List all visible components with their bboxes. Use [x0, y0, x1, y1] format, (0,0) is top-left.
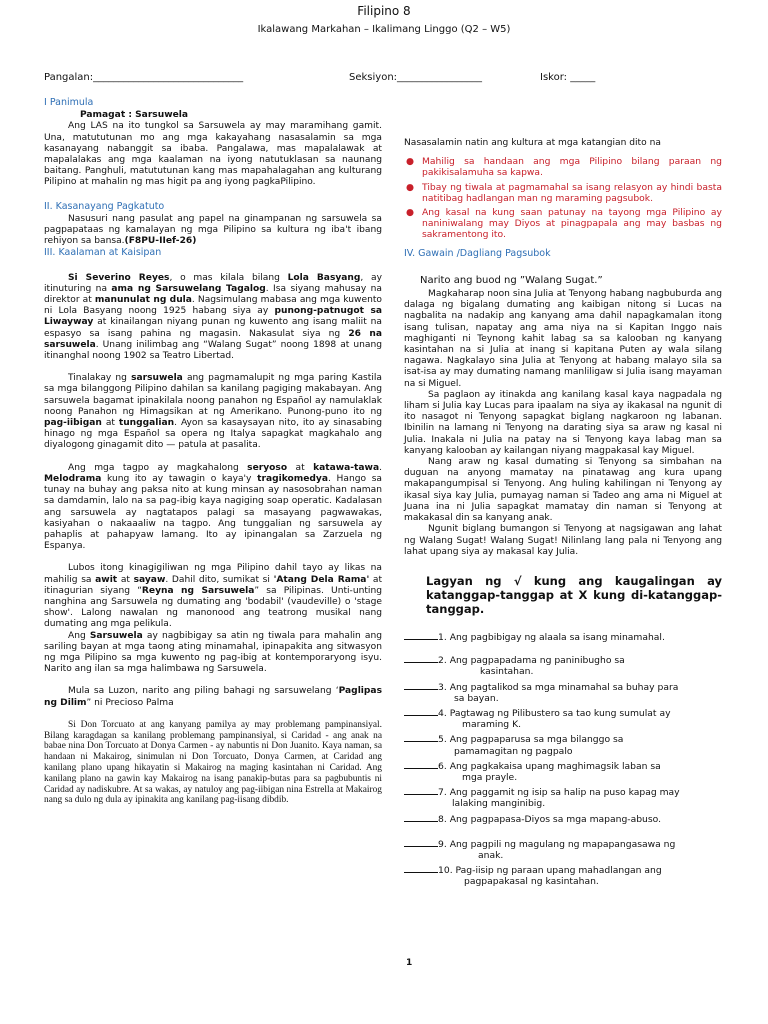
task-item — [404, 655, 722, 677]
text: at — [117, 574, 134, 585]
task-item — [404, 632, 722, 643]
paragraph-paglipas-summary: Si Don Torcuato at ang kanyang pamilya ay may problemang pampinansiyal. Bilang karagdagan sa kanilang problemang pampinansiyal, si Caridad - ang anak na babae nina Don Torcuato at Donya Carmen - ay nabuntis ni Don Juanito. Kaya naman, sa handaan ni Makairog, sinimulan ni Don Torcuato, Donya Carmen, at Caridad ang kanilang plano upang hikayatin si Makairog na maging kasintahan ni Caridad. Ang kanilang plano na gawin kay Makairog na isang panakip-butas para sa pagbubuntis ni Caridad ay nadiskubre. At sa wakas, ay natuloy ang pag-iibigan nina Estrella at Makairog nang sa dulo ng dula ay ipinakita ang kanilang pag-iisang dibdib. — [44, 719, 382, 806]
paragraph-tinalakay — [44, 373, 382, 451]
item-number: 8. — [438, 813, 447, 825]
text: , ay itinuturing na — [44, 272, 382, 294]
paragraph-severino-reyes — [44, 273, 382, 363]
item-continuation: lalaking manginibig. — [452, 798, 546, 810]
bold-text: tragikomedya — [257, 473, 328, 484]
item-number: 5. — [438, 734, 447, 746]
item-text: Ang pagpapasa-Diyos sa mga mapang-abuso. — [449, 813, 662, 825]
task-item — [404, 787, 722, 809]
item-text: Ang pagkakaisa upang maghimagsik laban sa — [449, 760, 661, 772]
bullet-text: Mahilig sa handaan ang mga Pilipino bilang paraan ng pakikisalamuha sa kapwa. — [422, 156, 722, 179]
answer-blank[interactable] — [404, 741, 438, 742]
text: ang pagmamalupit ng mga paring Kastila sa mga bilanggong Pilipino dahilan sa kanilang pagiging makabayan. Ang sarsuwela bagamat ipinakilala noong panahon ng Español ay namulaklak noong Panahon ng Himagsikan at ng Amerikano. Punong-puno ito ng — [44, 373, 382, 417]
item-continuation: anak. — [478, 849, 504, 861]
section-heading-gawain: IV. Gawain /Dagliang Pagsubok — [404, 247, 551, 259]
culture-bullet-list — [404, 156, 722, 240]
bullet-icon: ● — [406, 207, 415, 219]
item-text: Ang pagtalikod sa mga minamahal sa buhay para — [449, 681, 679, 693]
bold-text: 26 na sarsuwela — [44, 328, 382, 350]
story-paragraph: Magkaharap noon sina Julia at Tenyong habang nagbuburda ang dalaga ng bigalang dumating ang kaibigan nitong si Lucas na nagbalita na nadakip ang kanyang ama dahil napagkamalan itong isang tulisan, napatay ang ama niya na si Kapitan Inggo nais maghiganti ni Teynong kahit labag sa sa kalooban ng kanyang kasintahan na si Julia at inang si kapitana Puten ay wala silang nagawa. Nagkalayo sina Julia at Tenyong at habang malayo sila sa isat-isa ay may dumating namang manliligaw si Julia isang mayaman na si Miguel. — [404, 289, 722, 389]
section-heading-panimula: I Panimula — [44, 97, 94, 108]
paragraph-mula-sa-luzon — [44, 686, 382, 708]
text: Lubos itong kinagigiliwan ng mga Pilipino dahil tayo ay likas na mahilig sa — [44, 563, 382, 585]
bold-text: ama ng Sarsuwelang Tagalog — [111, 283, 266, 294]
item-text: Ang pagpapadama ng paninibugho sa — [449, 655, 625, 667]
task-item — [404, 708, 722, 730]
item-continuation: kasintahan. — [480, 666, 534, 678]
item-text: Ang pagpaparusa sa mga bilanggo sa — [449, 734, 624, 746]
score-field-label: Iskor: _____ — [540, 72, 596, 83]
bold-text: manunulat ng dula — [94, 295, 192, 306]
culture-intro: Nasasalamin natin ang kultura at mga katangian dito na — [404, 138, 661, 148]
item-number: 4. — [438, 707, 447, 719]
text: at — [101, 418, 119, 429]
answer-blank[interactable] — [404, 639, 438, 640]
left-column — [44, 97, 382, 806]
culture-bullet-item — [404, 182, 722, 204]
item-number: 10. — [438, 865, 453, 877]
bold-text: awit — [95, 574, 118, 585]
text: Ang mga tagpo ay magkahalong — [68, 462, 248, 473]
item-number: 7. — [438, 787, 447, 799]
document-title: Filipino 8 — [357, 4, 411, 18]
competency-text: Nasusuri nang pasulat ang papel na ginampanan ng sarsuwela sa pagpapataas ng kamalayan ng mga Pilipino sa kultura ng iba't ibang rehiyon sa bansa. — [44, 213, 382, 247]
text: . Ayon sa kasaysayan nito, ito ay sinasabing hinago ng mga Español sa opera ng Italya sapagkat magkahalo ang diyalogong ginagamit dito — patula at pasalita. — [44, 418, 383, 451]
item-text: Ang paggamit ng isip sa halip na puso kapag may — [449, 787, 680, 799]
paragraph-lubos — [44, 563, 382, 630]
answer-blank[interactable] — [404, 689, 438, 690]
text: ” sa Pilipinas. Unti-unting nanghina ang Sarsuwela ng dumating ang 'bodabil' (vaudeville) o 'stage show'. Lalong nawalan ng manonood ang teatrong musikal nang dumating ang mga pelikula. — [44, 585, 382, 630]
task-item — [404, 682, 722, 704]
answer-blank[interactable] — [404, 794, 438, 795]
text: Ang — [68, 630, 90, 641]
answer-blank[interactable] — [404, 768, 438, 769]
item-number: 1. — [438, 631, 447, 643]
bold-text: Melodrama — [44, 473, 102, 484]
item-number: 2. — [438, 655, 447, 667]
bold-text: sayaw — [133, 574, 166, 585]
paragraph-sarsuwela-tiwala — [44, 631, 382, 676]
answer-blank[interactable] — [404, 846, 438, 847]
task-item — [404, 761, 722, 783]
bold-text: 'Atang Dela Rama' — [273, 574, 370, 585]
item-number: 6. — [438, 760, 447, 772]
answer-blank[interactable] — [404, 662, 438, 663]
section-field-label: Seksiyon:_________________ — [349, 72, 483, 83]
document-subtitle: Ikalawang Markahan – Ikalimang Linggo (Q2 – W5) — [257, 24, 511, 35]
competency-paragraph — [44, 214, 382, 248]
bold-text: Si Severino Reyes — [68, 272, 170, 283]
culture-bullet-item — [404, 207, 722, 241]
item-number: 3. — [438, 681, 447, 693]
bold-text: Lola Basyang — [287, 272, 361, 283]
paragraph-mga-tagpo — [44, 463, 382, 553]
story-paragraph: Nang araw ng kasal dumating si Tenyong sa simbahan na duguan na anyong mamatay na pinatawag ang kura upang makapangumpisal si Tenyong. Ang huling kahilingan ni Tenyong ay ikasal siya kay Julia, pumayag naman si Tadeo ang ama ni Miguel at Juana ina ni Julia sapagkat mamatay din naman si Tenyong at makakasal din sa kanyang anak. — [404, 457, 722, 524]
section-heading-kaalaman: III. Kaalaman at Kaisipan — [44, 247, 162, 259]
bold-text: katawa-tawa — [313, 462, 380, 473]
text: at — [287, 462, 314, 473]
text: Mula sa Luzon, narito ang piling bahagi ng sarsuwelang ‘ — [68, 686, 339, 697]
task-item — [404, 734, 722, 756]
item-continuation: pamamagitan ng pagpalo — [454, 745, 573, 757]
bullet-icon: ● — [406, 156, 415, 168]
text: , o mas kilala bilang — [169, 272, 288, 283]
item-continuation: maraming K. — [462, 719, 522, 731]
text: at kinailangan niyang punan ng kuwento ang isang maliit na espasyo sa isang pahina ng magasin. Nakasulat siya ng — [44, 317, 382, 339]
item-number: 9. — [438, 838, 447, 850]
story-paragraph: Ngunit biglang bumangon si Tenyong at nagsigawan ang lahat ng Walang Sugat! Walang Sugat! Nilinlang lang pala ni Tenyong ang lahat upang siya ay makasal kay Julia. — [404, 524, 722, 557]
bold-text: Paglipas ng Dilim — [44, 686, 382, 708]
text: . — [379, 462, 382, 473]
bold-text: Sarsuwela — [89, 630, 143, 641]
answer-blank[interactable] — [404, 872, 438, 873]
item-text: Pagtawag ng Pilibustero sa tao kung sumulat ay — [449, 707, 671, 719]
bullet-text: Tibay ng tiwala at pagmamahal sa isang relasyon ay hindi basta natitibag hadlangan man ng maraming pagsubok. — [422, 181, 722, 204]
text: ” ni Precioso Palma — [86, 697, 174, 708]
page-number: 1 — [406, 958, 413, 968]
task-item — [404, 814, 722, 825]
text: kung ito ay tawagin o kaya'y — [101, 473, 258, 484]
pamagat-label: Pamagat : Sarsuwela — [80, 110, 189, 121]
task-item — [404, 865, 722, 887]
item-text: Ang pagpili ng magulang ng mapapangasawa ng — [449, 838, 676, 850]
bold-text: punong-patnugot sa Liwayway — [44, 306, 383, 328]
text: . Dahil dito, sumikat si — [165, 574, 274, 585]
story-paragraph: Sa paglaon ay itinakda ang kanilang kasal kaya nagpadala ng liham si Julia kay Lucas para ipaalam na siya ay ikakasal na ngunit di ito nasagot ni Tenyong sapagkat biglang nagkaroon ng labanan. Ibinilin na lamang ni Tenyong na darating siya sa araw ng kasal ni Julia. Inakala ni Julia na patay na si Tenyong kaya labag man sa kanyang kalooban ay kailangan niyang magpakasal kay Miguel. — [404, 389, 722, 456]
culture-bullet-item — [404, 156, 722, 178]
bold-text: pag-iibigan — [44, 418, 102, 429]
bold-text: sarsuwela — [131, 373, 183, 384]
story-title: Narito ang buod ng ”Walang Sugat.” — [420, 274, 603, 286]
item-continuation: sa bayan. — [454, 692, 499, 704]
text: at itinagurian siyang “ — [44, 574, 383, 596]
answer-blank[interactable] — [404, 715, 438, 716]
text: . Isa siyang mahusay na direktor at — [44, 283, 382, 306]
item-text: Ang pagbibigay ng alaala sa isang minamahal. — [449, 631, 665, 643]
bullet-icon: ● — [406, 181, 415, 193]
bold-text: Reyna ng Sarsuwela — [141, 585, 255, 596]
item-continuation: mga prayle. — [462, 771, 518, 783]
bold-text: seryoso — [247, 462, 288, 473]
task-heading: Lagyan ng √ kung ang kaugalingan ay katanggap-tanggap at X kung di-katanggap-tanggap. — [426, 573, 722, 616]
answer-blank[interactable] — [404, 821, 438, 822]
name-field-label: Pangalan:______________________________ — [44, 72, 244, 83]
task-item-list — [404, 632, 722, 888]
text: Tinalakay ng — [68, 373, 132, 384]
right-column — [404, 138, 722, 888]
intro-paragraph: Ang LAS na ito tungkol sa Sarsuwela ay may maramihang gamit. Una, matututunan mo ang mga kakayahang nasasalamin sa mga kasanayang nabanggit sa ibaba. Pangalawa, mas mapalalawak at mapalalakas ang mga kaalaman na iyong natutuklasan sa naunang baitang. Panghuli, matututunan kang mas mapahalagahan ang kulturang Pilipino at mahalin ng mas higit pa ang iyong pagkaPilipino. — [44, 121, 382, 188]
bullet-text: Ang kasal na kung saan patunay na tayong mga Pilipino ay naniniwalang may Diyos at pinagpapala ang may basbas ng sakramentong ito. — [422, 207, 722, 241]
item-continuation: pagpapakasal ng kasintahan. — [464, 876, 599, 888]
item-text: Pag-iisip ng paraan upang mahadlangan ang — [455, 865, 662, 877]
text: . Nagsimulang mabasa ang mga kuwento ni Lola Basyang noong 1925 habang siya ay — [44, 295, 382, 317]
text: ay nagbibigay sa atin ng tiwala para mahalin ang sariling bayan at mga taong ating minamahal, ipinapakita ang sitwasyon ng mga Pilipino sa mga kuwento ng pag-ibig at kontemporaryong isyu. Narito ang ilan sa mga halimbawa ng Sarsuwela. — [44, 630, 382, 675]
bold-text: tunggalian — [118, 418, 175, 429]
text: . Unang inilimbag ang “Walang Sugat” noong 1898 at unang itinanghal noong 1902 sa Teatro Libertad. — [44, 339, 382, 362]
text: . Hango sa tunay na buhay ang paksa nito at kung minsan ay nasosobrahan naman sa damdamin, lalo na sa pag-ibig kaya nagiging soap operatic. Kadalasan ang sarsuwela ay nagtatapos palagi sa masayang pagwawakas, kasiyahan o nakaaaliw na tagpo. Ang tunggalian ng sarsuwela ay pahaplis at pahapyaw lamang. Ito ay ipinangalan sa Zarzuela ng Espanya. — [44, 473, 383, 552]
section-heading-kasanayan: II. Kasanayang Pagkatuto — [44, 200, 165, 212]
competency-code: (F8PU-IIef-26) — [124, 236, 197, 247]
task-item — [404, 839, 722, 861]
